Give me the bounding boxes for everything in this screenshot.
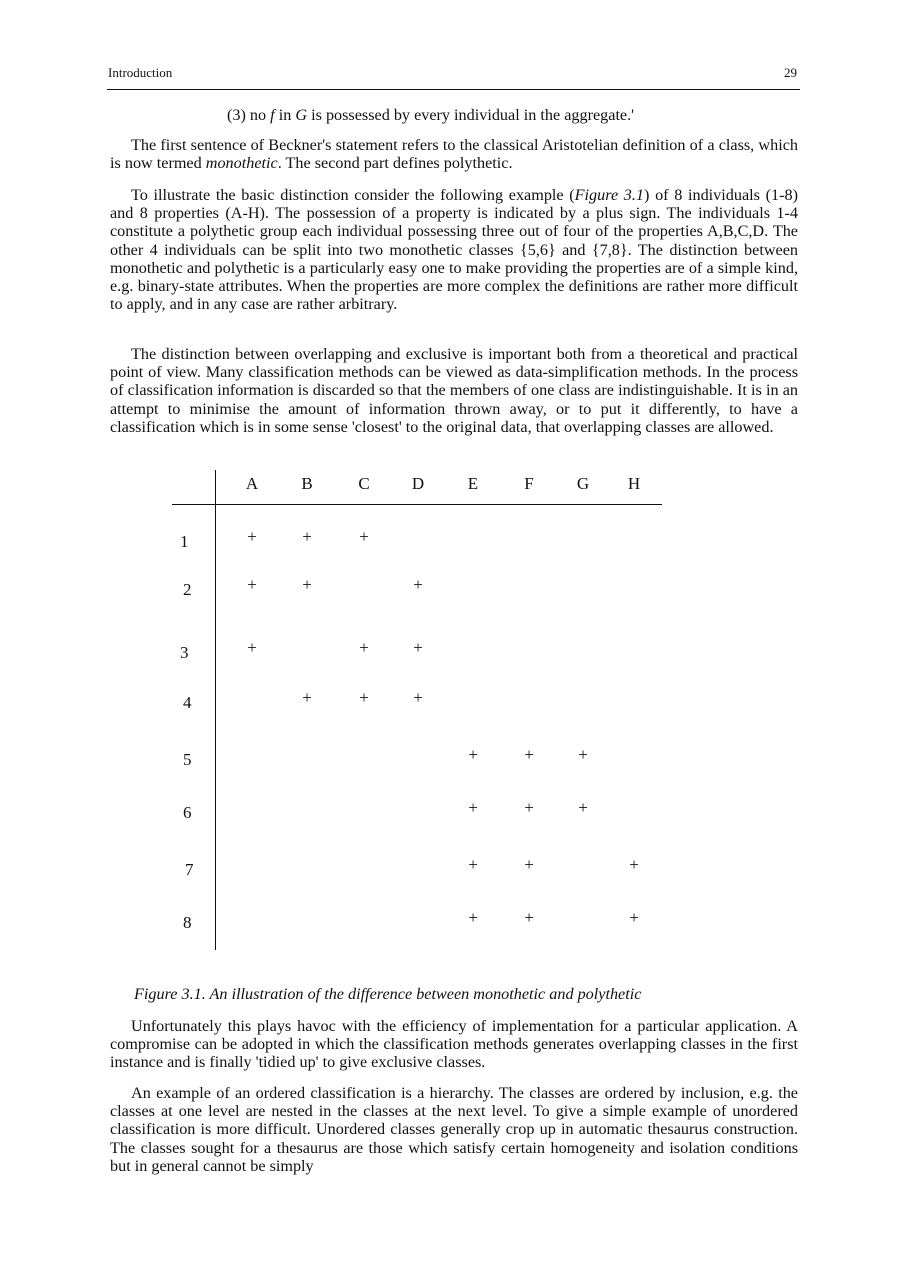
cell-plus-6-g: + — [578, 798, 588, 817]
paragraph-3: The distinction between overlapping and exclusive is important both from a theoretical and practical point of view. Many classification methods can be viewed as data-simplification methods. In the process of classification information is discarded so that the members of one class are indistinguishable. It is in an attempt to minimise the amount of information thrown away, or to put it differently, to have a classification which is in some sense 'closest' to the original data, that overlapping classes are allowed. — [110, 345, 798, 436]
cell-plus-7-h: + — [629, 855, 639, 874]
paragraph-1-text-a: The first sentence of Beckner's statement refers to the classical Aristotelian definition of a class, which is now termed — [110, 136, 798, 173]
cell-plus-5-f: + — [524, 745, 534, 764]
table-vertical-rule — [215, 470, 216, 950]
row-header-2: 2 — [183, 580, 192, 599]
header-rule — [107, 89, 800, 90]
cell-plus-5-e: + — [468, 745, 478, 764]
cell-plus-1-c: + — [359, 527, 369, 546]
cell-plus-5-g: + — [578, 745, 588, 764]
cell-plus-6-f: + — [524, 798, 534, 817]
paragraph-2-text-a: To illustrate the basic distinction consider the following example ( — [131, 186, 575, 204]
cell-plus-1-b: + — [302, 527, 312, 546]
column-header-b: B — [301, 474, 313, 493]
row-header-6: 6 — [183, 803, 192, 822]
cell-plus-3-c: + — [359, 638, 369, 657]
column-header-e: E — [467, 474, 479, 493]
paragraph-2-italic: Figure 3.1 — [574, 186, 645, 204]
column-header-d: D — [411, 474, 425, 493]
paragraph-1-italic: monothetic — [205, 154, 278, 173]
cell-plus-4-b: + — [302, 688, 312, 707]
clause-3-prefix: (3) no — [227, 106, 271, 124]
cell-plus-3-d: + — [413, 638, 423, 657]
running-header-title: Introduction — [108, 65, 173, 80]
cell-plus-8-f: + — [524, 908, 534, 927]
clause-3 — [227, 106, 634, 124]
clause-3-g: G — [295, 106, 308, 124]
cell-plus-2-b: + — [302, 575, 312, 594]
column-header-f: F — [524, 474, 534, 493]
figure-caption: Figure 3.1. An illustration of the difference between monothetic and polythetic — [134, 985, 642, 1003]
column-header-a: A — [245, 474, 259, 493]
row-header-4: 4 — [183, 693, 192, 712]
cell-plus-3-a: + — [247, 638, 257, 657]
cell-plus-2-d: + — [413, 575, 423, 594]
cell-plus-8-e: + — [468, 908, 478, 927]
column-header-h: H — [627, 474, 641, 493]
page-number: 29 — [784, 65, 797, 80]
cell-plus-8-h: + — [629, 908, 639, 927]
row-header-1: 1 — [180, 532, 189, 551]
paragraph-2-text-b: ) of 8 individuals (1-8) and 8 properties (A-H). The possession of a property is indicated by a plus sign. The individuals 1-4 constitute a polythetic group each individual possessing three out of four of the properties A,B,C,D. The other 4 individuals can be split into two monothetic classes {5,6} and {7,8}. The distinction between monothetic and polythetic is a particularly easy one to make providing the properties are of a simple kind, e.g. binary-state attributes. When the properties are more complex the definitions are rather more difficult to apply, and in any case are rather arbitrary. — [110, 186, 798, 314]
clause-3-f: f — [270, 106, 275, 124]
paragraph-2 — [110, 186, 798, 313]
cell-plus-7-f: + — [524, 855, 534, 874]
cell-plus-6-e: + — [468, 798, 478, 817]
cell-plus-7-e: + — [468, 855, 478, 874]
paragraph-1-text-b: . The second part defines polythetic. — [277, 154, 513, 173]
clause-3-suffix: is possessed by every individual in the aggregate.' — [307, 106, 635, 124]
column-header-c: C — [358, 474, 370, 493]
cell-plus-4-d: + — [413, 688, 423, 707]
clause-3-mid: in — [274, 106, 296, 124]
table-horizontal-rule — [172, 504, 662, 505]
paragraph-4: Unfortunately this plays havoc with the efficiency of implementation for a particular application. A compromise can be adopted in which the classification methods generates overlapping classes in the first instance and is finally 'tidied up' to give exclusive classes. — [110, 1017, 798, 1072]
row-header-8: 8 — [183, 913, 192, 932]
row-header-3: 3 — [180, 643, 189, 662]
cell-plus-1-a: + — [247, 527, 257, 546]
row-header-7: 7 — [185, 860, 194, 879]
paragraph-5: An example of an ordered classification is a hierarchy. The classes are ordered by inclusion, e.g. the classes at one level are nested in the classes at the next level. To give a simple example of unordered classification is more difficult. Unordered classes generally crop up in automatic thesaurus construction. The classes sought for a thesaurus are those which satisfy certain homogeneity and isolation conditions but in general cannot be simply — [110, 1084, 798, 1175]
paragraph-1 — [110, 136, 798, 172]
cell-plus-4-c: + — [359, 688, 369, 707]
column-header-g: G — [576, 474, 590, 493]
row-header-5: 5 — [183, 750, 192, 769]
cell-plus-2-a: + — [247, 575, 257, 594]
